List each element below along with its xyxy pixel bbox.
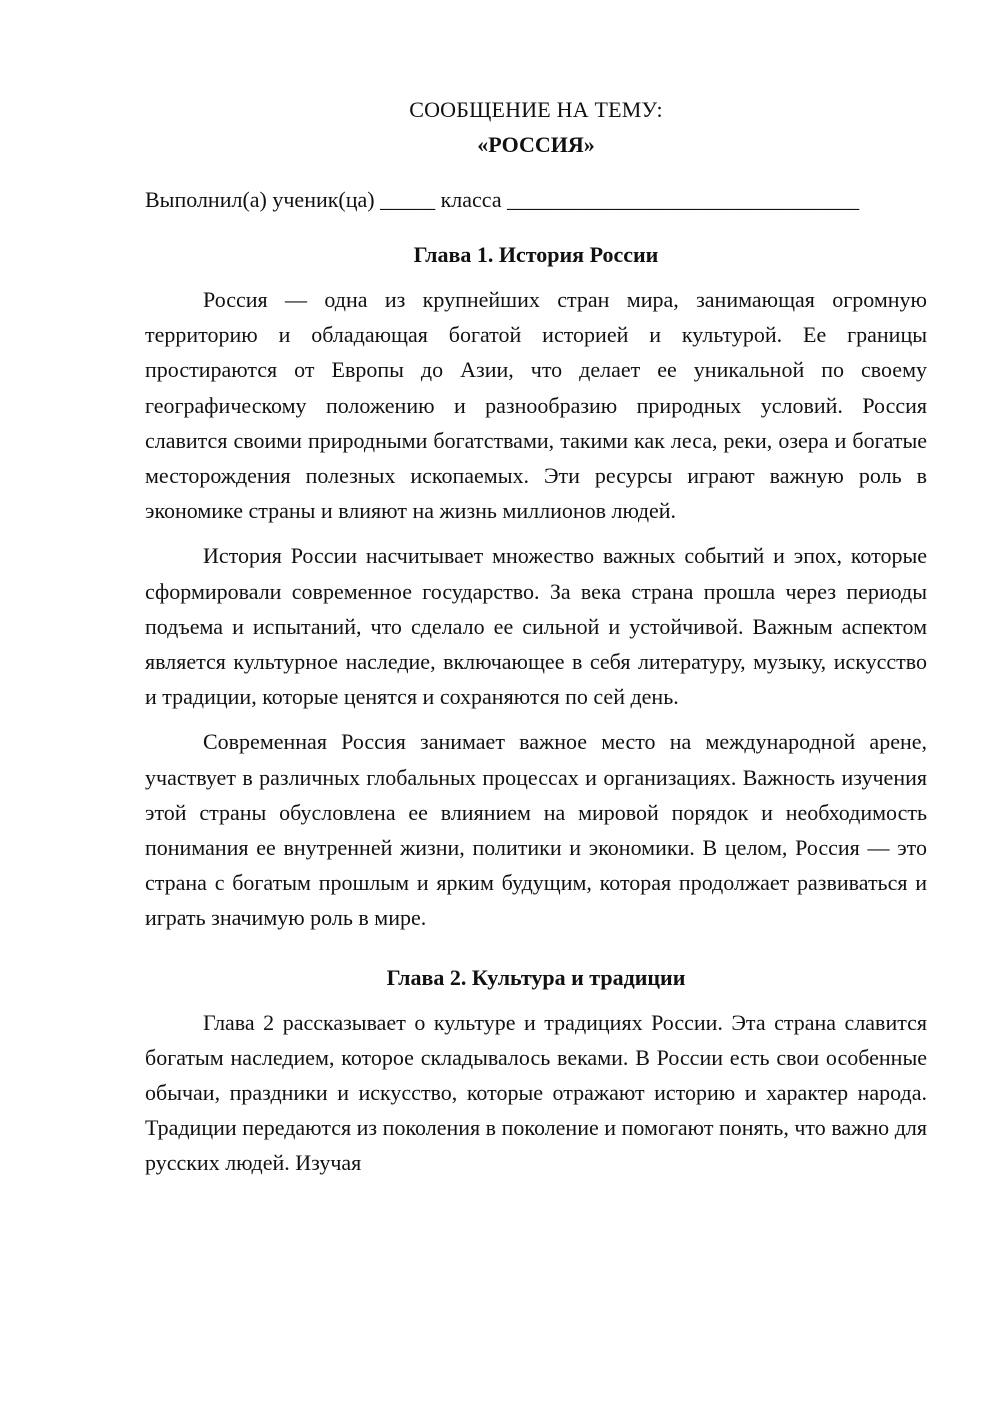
- author-line: Выполнил(а) ученик(ца) _____ класса ________________________________: [145, 187, 860, 212]
- chapter-1-paragraph-3: Современная Россия занимает важное место на международной арене, участвует в различных глобальных процессах и организациях. Важность изучения этой страны обусловлена ее влиянием на мировой порядок и необходимость понимания ее внутренней жизни, политики и экономики. В целом, Россия — это страна с богатым прошлым и ярким будущим, которая продолжает развиваться и играть значимую роль в мире.: [145, 729, 927, 931]
- chapter-1-paragraph-2: История России насчитывает множество важных событий и эпох, которые сформировали современное государство. За века страна прошла через периоды подъема и испытаний, что сделало ее сильной и устойчивой. Важным аспектом является культурное наследие, включающее в себя литературу, музыку, искусство и традиции, которые ценятся и сохраняются по сей день.: [145, 543, 927, 710]
- chapter-1-title: Глава 1. История России: [413, 242, 659, 267]
- document-heading: СООБЩЕНИЕ НА ТЕМУ:: [409, 97, 663, 122]
- document-topic: «РОССИЯ»: [477, 132, 595, 157]
- chapter-2-paragraph-1: Глава 2 рассказывает о культуре и традициях России. Эта страна славится богатым наследием, которое складывалось веками. В России есть свои особенные обычаи, праздники и искусство, которые отражают историю и характер народа. Традиции передаются из поколения в поколение и помогают понять, что важно для русских людей. Изучая: [145, 1009, 927, 1176]
- document-page: [145, 92, 927, 1191]
- chapter-1-paragraph-1: Россия — одна из крупнейших стран мира, занимающая огромную территорию и обладающая богатой историей и культурой. Ее границы простираются от Европы до Азии, что делает ее уникальной по своему географическому положению и разнообразию природных условий. Россия славится своими природными богатствами, такими как леса, реки, озера и богатые месторождения полезных ископаемых. Эти ресурсы играют важную роль в экономике страны и влияют на жизнь миллионов людей.: [145, 287, 927, 524]
- chapter-2-title: Глава 2. Культура и традиции: [386, 964, 686, 990]
